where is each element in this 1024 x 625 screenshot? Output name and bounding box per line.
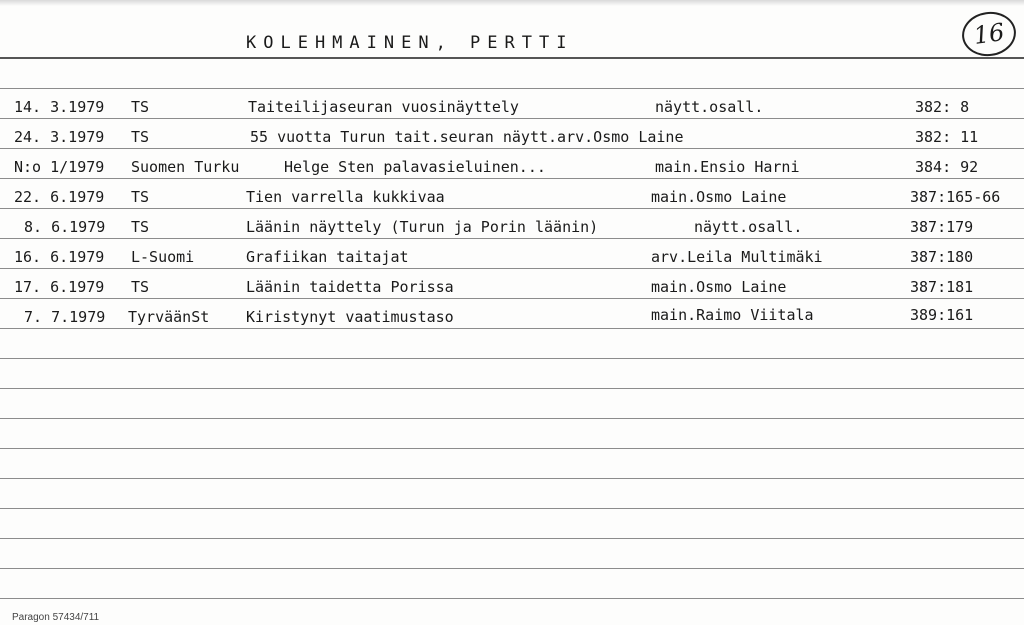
rule-line <box>0 238 1024 239</box>
entry-title: Grafiikan taitajat <box>246 248 409 266</box>
entry-ref: 382: 11 <box>915 128 979 146</box>
rule-line <box>0 388 1024 389</box>
rule-line <box>0 598 1024 599</box>
rule-line <box>0 538 1024 539</box>
rule-line <box>0 208 1024 209</box>
rule-line <box>0 57 1024 59</box>
entry-source: Suomen Turku <box>131 158 240 176</box>
entry-ref: 389:161 <box>910 306 974 324</box>
rule-line <box>0 178 1024 179</box>
entry-title: Läänin näyttely (Turun ja Porin läänin) <box>246 218 599 236</box>
entry-title: Helge Sten palavasieluinen... <box>284 158 546 176</box>
entry-title: 55 vuotta Turun tait.seuran näytt.arv.Osmo Laine <box>250 128 684 146</box>
entry-source: L-Suomi <box>131 248 195 266</box>
entry-ref: 382: 8 <box>915 98 970 116</box>
entry-title: Kiristynyt vaatimustaso <box>246 308 454 326</box>
rule-line <box>0 148 1024 149</box>
rule-line <box>0 448 1024 449</box>
entry-source: TS <box>131 188 150 206</box>
entry-source: TyrväänSt <box>128 308 210 326</box>
rule-line <box>0 418 1024 419</box>
entry-ref: 384: 92 <box>915 158 979 176</box>
entry-date: 7. 7.1979 <box>24 308 106 326</box>
entry-source: TS <box>131 218 150 236</box>
entry-note: näytt.osall. <box>694 218 803 236</box>
entry-date: 24. 3.1979 <box>14 128 105 146</box>
entry-date: 14. 3.1979 <box>14 98 105 116</box>
card-top-edge <box>0 0 1024 6</box>
rule-line <box>0 118 1024 119</box>
entry-note: main.Osmo Laine <box>651 278 787 296</box>
rule-line <box>0 298 1024 299</box>
entry-ref: 387:165-66 <box>910 188 1001 206</box>
rule-line <box>0 88 1024 89</box>
entry-source: TS <box>131 98 150 116</box>
rule-line <box>0 328 1024 329</box>
rule-line <box>0 268 1024 269</box>
entry-date: 8. 6.1979 <box>24 218 106 236</box>
entry-note: main.Raimo Viitala <box>651 306 814 324</box>
entry-date: 16. 6.1979 <box>14 248 105 266</box>
entry-source: TS <box>131 278 150 296</box>
entry-date: N:o 1/1979 <box>14 158 105 176</box>
card-title: KOLEHMAINEN, PERTTI <box>246 33 574 53</box>
printer-mark: Paragon 57434/711 <box>12 612 100 623</box>
entry-title: Taiteilijaseuran vuosinäyttely <box>248 98 519 116</box>
rule-line <box>0 568 1024 569</box>
entry-note: arv.Leila Multimäki <box>651 248 823 266</box>
page-number-circle: 16 <box>959 8 1019 59</box>
entry-date: 22. 6.1979 <box>14 188 105 206</box>
entry-ref: 387:180 <box>910 248 974 266</box>
entry-note: main.Ensio Harni <box>655 158 800 176</box>
rule-line <box>0 478 1024 479</box>
entry-title: Tien varrella kukkivaa <box>246 188 445 206</box>
entry-ref: 387:181 <box>910 278 974 296</box>
entry-ref: 387:179 <box>910 218 974 236</box>
entry-note: näytt.osall. <box>655 98 764 116</box>
rule-line <box>0 508 1024 509</box>
rule-line <box>0 358 1024 359</box>
entry-source: TS <box>131 128 150 146</box>
entry-note: main.Osmo Laine <box>651 188 787 206</box>
entry-date: 17. 6.1979 <box>14 278 105 296</box>
entry-title: Läänin taidetta Porissa <box>246 278 454 296</box>
